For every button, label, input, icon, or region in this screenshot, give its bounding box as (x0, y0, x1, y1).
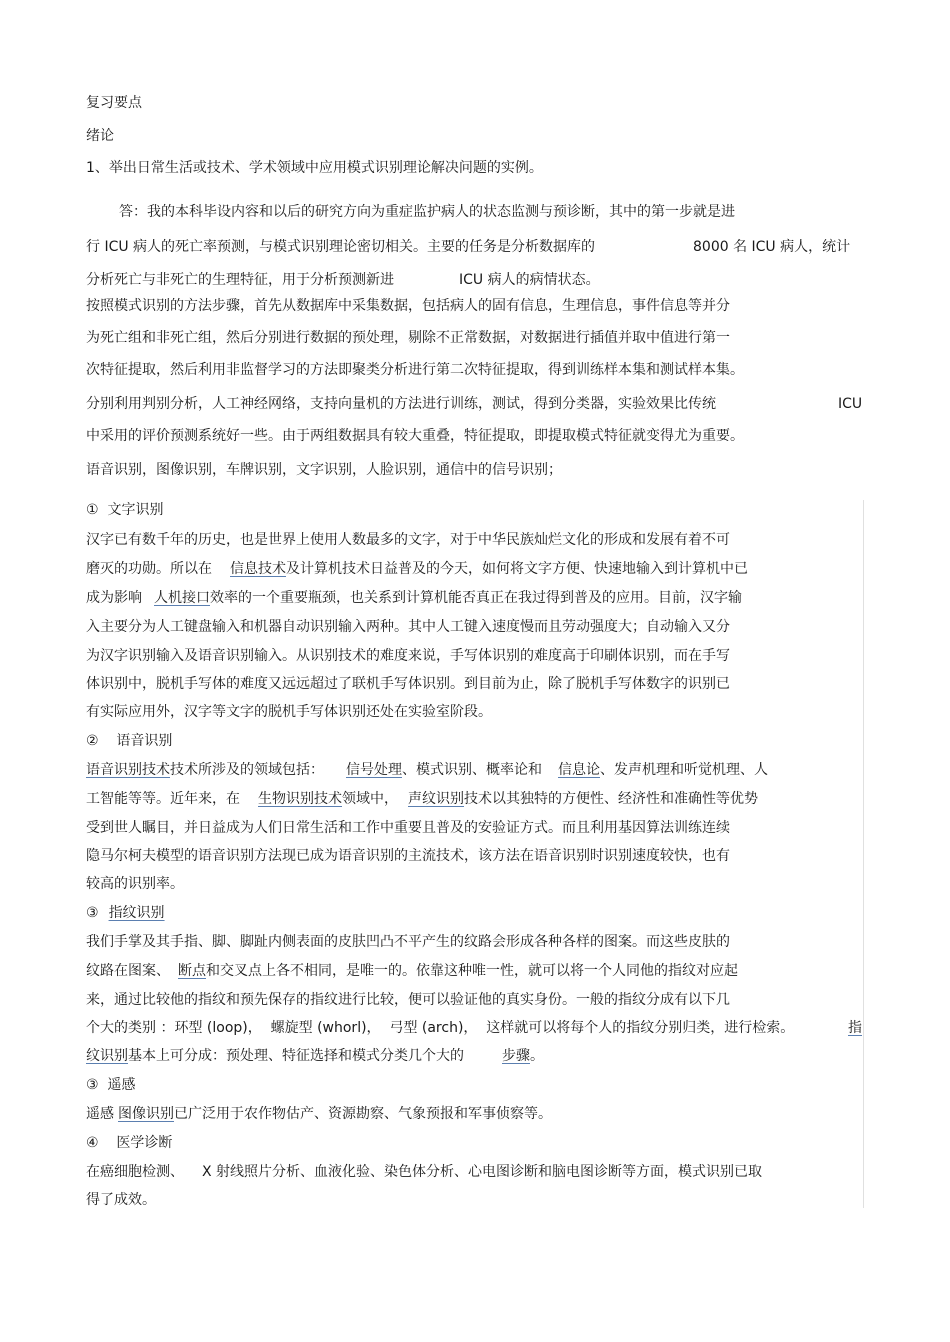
question-text: 1、举出日常生活或技术、学术领域中应用模式识别理论解决问题的实例。 (86, 160, 543, 176)
text-run: X 射线照片分析、血液化验、染色体分析、心电图诊断和脑电图诊断等方面，模式识别已取 (202, 1164, 763, 1180)
answer-line: 中采用的评价预测系统好一些。由于两组数据具有较大重叠，特征提取，即提取模式特征就变得尤为重要。 (86, 428, 744, 444)
answer-line: ICU 病人的病情状态。 (459, 272, 600, 288)
paragraph-line (86, 1046, 544, 1066)
paragraph-line: 有实际应用外，汉字等文字的脱机手写体识别还处在实验室阶段。 (86, 704, 492, 720)
paragraph-line (86, 789, 758, 809)
paragraph-line (86, 1104, 552, 1124)
section-heading (86, 903, 165, 923)
paragraph-line: 来，通过比较他的指纹和预先保存的指纹进行比较，便可以验证他的真实身份。一般的指纹分成有以下几 (86, 992, 730, 1008)
paragraph-line (86, 1162, 762, 1182)
term-link[interactable]: 纹识别 (86, 1048, 128, 1064)
paragraph-line: 汉字已有数千年的历史，也是世界上使用人数最多的文字，对于中华民族灿烂文化的形成和发展有着不可 (86, 532, 730, 548)
term-link[interactable]: 指纹识别 (108, 905, 165, 921)
paragraph-line: 体识别中，脱机手写体的难度又远远超过了联机手写体识别。到目前为止，除了脱机手写体数字的识别已 (86, 676, 730, 692)
text-run: 已广泛用于农作物估产、资源勘察、气象预报和军事侦察等。 (174, 1106, 552, 1122)
text-run: 在癌细胞检测、 (86, 1164, 184, 1180)
term-link[interactable]: 信号处理 (346, 762, 402, 778)
text-run: 、模式识别、概率论和 (402, 762, 542, 778)
answer-line: 8000 名 ICU 病人，统计 (693, 239, 851, 255)
text-run: 效率的一个重要瓶颈，也关系到计算机能否真正在我过得到普及的应用。目前，汉字输 (210, 590, 742, 606)
paragraph-line (86, 961, 738, 981)
text-run: 工智能等等。近年来，在 (86, 791, 240, 807)
text-run: 和交叉点上各不相同，是唯一的。依靠这种唯一性，就可以将一个人同他的指纹对应起 (206, 963, 738, 979)
answer-line: 行 ICU 病人的死亡率预测，与模式识别理论密切相关。主要的任务是分析数据库的 (86, 239, 596, 255)
term-link[interactable]: 信息论 (558, 762, 600, 778)
answer-line: 按照模式识别的方法步骤，首先从数据库中采集数据，包括病人的固有信息，生理信息，事件信息等并分 (86, 298, 730, 314)
term-link[interactable]: 语音识别技术 (86, 762, 170, 778)
text-run: 、发声机理和听觉机理、人 (600, 762, 768, 778)
answer-line: 次特征提取，然后利用非监督学习的方法即聚类分析进行第二次特征提取，得到训练样本集和测试样本集。 (86, 362, 744, 378)
text-run: 。 (530, 1048, 544, 1064)
paragraph-line: 受到世人瞩目，并日益成为人们日常生活和工作中重要且普及的安验证方式。而且利用基因算法训练连续 (86, 820, 730, 836)
text-run: 技术所涉及的领域包括： (170, 762, 324, 778)
section-number: ③ (86, 905, 99, 921)
section-heading: ④ 医学诊断 (86, 1135, 173, 1151)
section-heading: ③ 遥感 (86, 1077, 136, 1093)
text-run: 磨灭的功勋。所以在 (86, 561, 212, 577)
text-run: 基本上可分成：预处理、特征选择和模式分类几个大的 (128, 1048, 464, 1064)
answer-line: 分析死亡与非死亡的生理特征，用于分析预测新进 (86, 272, 394, 288)
term-link[interactable]: 断点 (178, 963, 206, 979)
answer-line: 分别利用判别分析，人工神经网络，支持向量机的方法进行训练，测试，得到分类器，实验效果比传统 (86, 396, 716, 412)
page-title: 复习要点 (86, 95, 142, 111)
text-run: 遥感 (86, 1106, 114, 1122)
paragraph-line (86, 760, 768, 780)
text-run: 成为影响 (86, 590, 142, 606)
term-link[interactable] (848, 1018, 862, 1038)
section-heading: ② 语音识别 (86, 733, 173, 749)
paragraph-line: 为汉字识别输入及语音识别输入。从识别技术的难度来说，手写体识别的难度高于印刷体识别，而在手写 (86, 648, 730, 664)
term-link[interactable]: 信息技术 (230, 561, 286, 577)
text-run: 纹路在图案、 (86, 963, 170, 979)
paragraph-line: 个大的类别 ：环型 (loop)， 螺旋型 (whorl)， 弓型 (arch)， 这样就可以将每个人的指纹分别归类，进行检索。 (86, 1020, 795, 1036)
text-run: 技术以其独特的方便性、经济性和准确性等优势 (464, 791, 758, 807)
text-run: 及计算机技术日益普及的今天，如何将文字方便、快速地输入到计算机中已 (286, 561, 748, 577)
section-heading: 绪论 (86, 128, 114, 144)
paragraph-line: 较高的识别率。 (86, 876, 184, 892)
term-link[interactable]: 人机接口 (154, 590, 210, 606)
term-link-fragment[interactable]: 指 (848, 1020, 862, 1036)
answer-line: 为死亡组和非死亡组，然后分别进行数据的预处理，剔除不正常数据，对数据进行插值并取中值进行第一 (86, 330, 730, 346)
term-link[interactable]: 声纹识别 (408, 791, 464, 807)
section-heading: ① 文字识别 (86, 502, 164, 518)
paragraph-line (86, 559, 748, 579)
term-link[interactable]: 生物识别技术 (258, 791, 342, 807)
term-link[interactable]: 图像识别 (118, 1106, 174, 1122)
paragraph-line (86, 588, 742, 608)
term-link[interactable]: 步骤 (502, 1048, 530, 1064)
paragraph-line: 隐马尔柯夫模型的语音识别方法现已成为语音识别的主流技术，该方法在语音识别时识别速度较快，也有 (86, 848, 730, 864)
answer-line: ICU (838, 396, 863, 412)
right-margin-rule (863, 500, 864, 1208)
answer-line: 答：我的本科毕设内容和以后的研究方向为重症监护病人的状态监测与预诊断，其中的第一步就是进 (119, 204, 735, 220)
paragraph-line: 得了成效。 (86, 1192, 156, 1208)
answer-line: 语音识别，图像识别，车牌识别，文字识别，人脸识别，通信中的信号识别； (86, 462, 562, 478)
paragraph-line: 我们手掌及其手指、脚、脚趾内侧表面的皮肤凹凸不平产生的纹路会形成各种各样的图案。而这些皮肤的 (86, 934, 730, 950)
paragraph-line: 入主要分为人工键盘输入和机器自动识别输入两种。其中人工键入速度慢而且劳动强度大；自动输入又分 (86, 619, 730, 635)
text-run: 领域中， (342, 791, 398, 807)
